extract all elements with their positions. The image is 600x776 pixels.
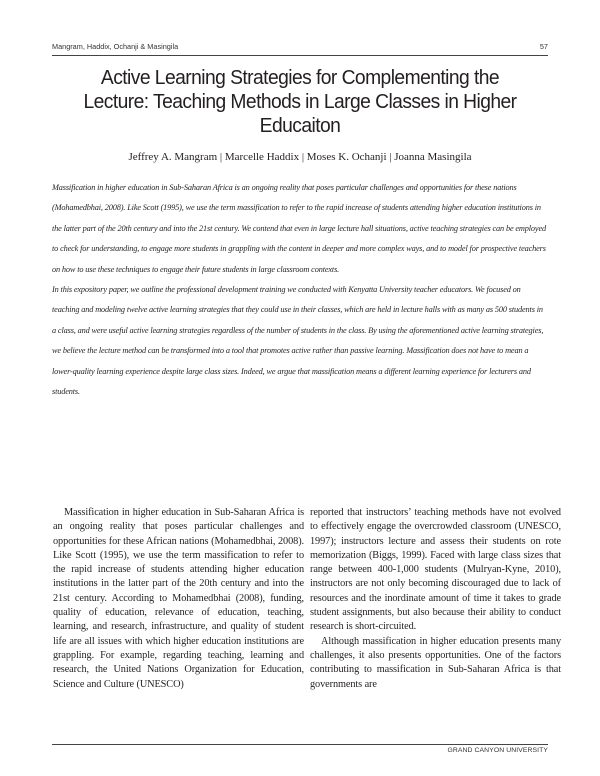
body-columns [52,506,561,742]
header-rule [52,55,548,56]
body-column-right [310,506,561,692]
abstract-paragraph-1: Massification in higher education in Sub-Saharan Africa is an ongoing reality that poses particular challenges and opportunities for these nations (Mohamedbhai, 2008). Like Scott (1995), we use the term massification to refer to the rapid increase of students attending higher education institutions in the latter part of the 20th century and into the 21st century. We contend that even in large lecture hall situations, active teaching strategies can be employed to check for understanding, to engage more students in grappling with the content in deeper and more complex ways, and to model for prospective teachers on how to use these techniques to engage their future students in large classroom contexts. [52,183,546,274]
journal-footer: GRAND CANYON UNIVERSITY [447,747,548,754]
author-byline: Jeffrey A. Mangram | Marcelle Haddix | Moses K. Ochanji | Joanna Masingila [128,151,472,163]
abstract [52,178,548,402]
running-header-authors: Mangram, Haddix, Ochanji & Masingila [52,42,179,51]
body-column-left [53,506,304,692]
abstract-paragraph-2: In this expository paper, we outline the professional development training we conducted with Kenyatta University teacher educators. We focused on teaching and modeling twelve active learning strategies that they could use in their classes, which are held in lecture halls with as many as 500 students in a class, and were useful active learning strategies regardless of the number of students in the class. By using the aforementioned active learning strategies, we believe the lecture method can be transformed into a tool that promotes active rather than passive learning. Massification does not have to mean a lower-quality learning experience despite large class sizes. Indeed, we argue that massification means a different learning experience for lecturers and students. [52,285,544,397]
body-paragraph: reported that instructors’ teaching methods have not evolved to effectively engage the overcrowded classroom (UNESCO, 1997); instructors lecture and assess their students on rote memorization (Biggs, 1999). Faced with large class sizes that range between 400-1,000 students (Mulryan-Kyne, 2010), instructors are not only becoming discouraged due to lack of resources and the inordinate amount of time it takes to grade student assignments, but also because their ability to conduct research is short-circuited. [310,507,561,633]
page-number: 57 [539,42,548,51]
footer-rule [52,744,548,745]
article-title: Active Learning Strategies for Complementing the Lecture: Teaching Methods in Large Classes in Higher Educaiton [83,66,517,137]
running-header [52,42,548,52]
body-paragraph: Massification in higher education in Sub-Saharan Africa is an ongoing reality that poses particular challenges and opportunities for these African nations (Mohamedbhai, 2008). Like Scott (1995), we use the term massification to refer to the rapid increase of students attending higher education institutions in the latter part of the 20th century and into the 21st century. According to Mohamedbhai (2008), funding, quality of education, relevance of education, teaching, learning, and research, infrastructure, and quality of student life are all issues with which higher education institutions are grappling. For example, regarding teaching, learning and research, the United Nations Organization for Education, Science and Culture (UNESCO) [53,507,304,690]
body-paragraph: Although massification in higher education presents many challenges, it also presents opportunities. One of the factors contributing to massification in Sub-Saharan Africa is that governments are [310,635,561,690]
